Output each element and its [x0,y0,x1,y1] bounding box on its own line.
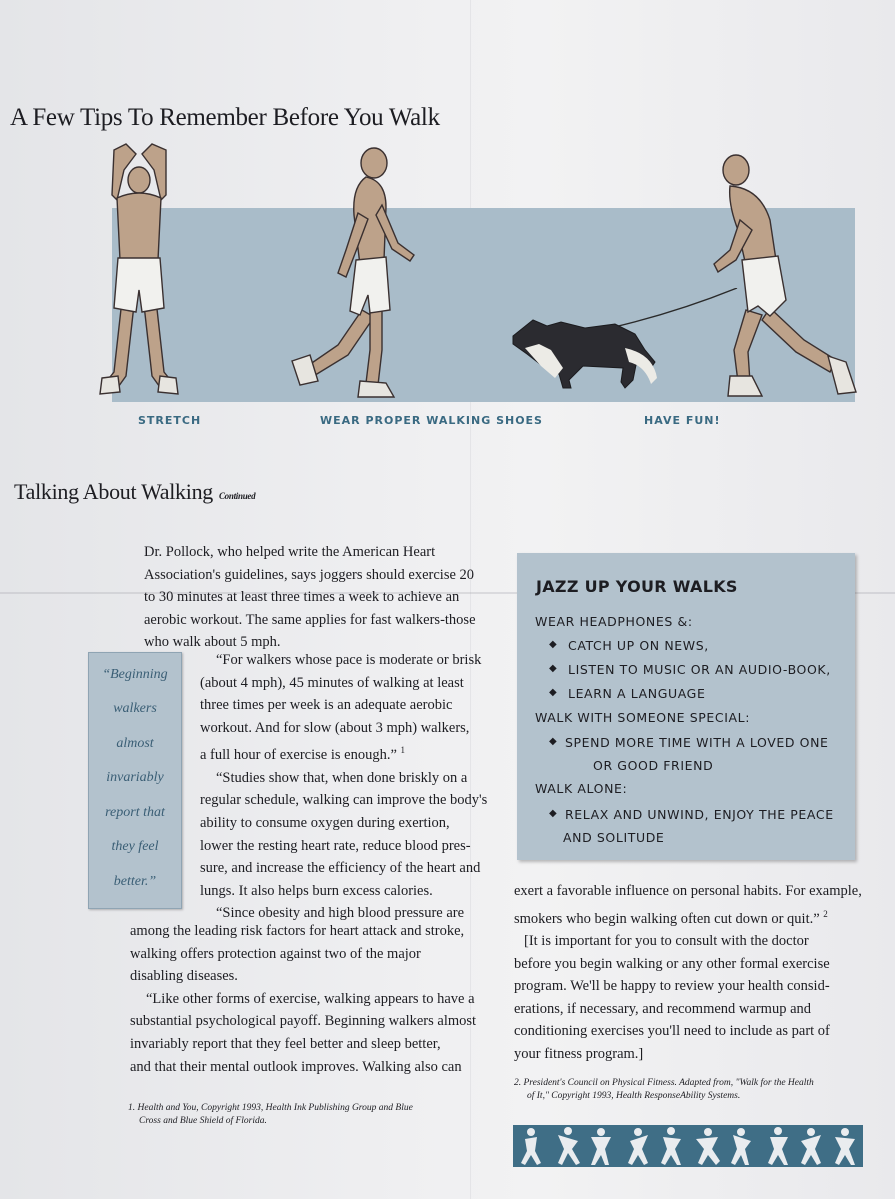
text-line: exert a favorable influence on personal habits. For example, [514,883,862,899]
walkers-pace-paragraph [200,649,490,925]
text-line: erations, if necessary, and recommend warmup and [514,1000,812,1017]
sidebar-heading-someone: WALK WITH SOMEONE SPECIAL: [535,710,751,725]
text-line: “For walkers whose pace is moderate or brisk [216,652,482,668]
right-column-text [514,880,864,1066]
intro-paragraph [144,541,484,654]
walking-man-icon [286,145,431,407]
dancing-figures-logo [513,1125,863,1167]
caption-stretch: STRETCH [138,414,202,427]
sidebar-item: LEARN A LANGUAGE [568,686,706,701]
text-line: to 30 minutes at least three times a week to achieve an [144,589,460,606]
pull-quote-line: walkers [113,701,157,716]
bullet-icon: ◆ [549,639,557,650]
text-line: walking offers protection against two of the major [130,945,421,962]
footnote-line: 2. President's Council on Physical Fitness. Adapted from, "Walk for the Health [514,1078,814,1088]
text-line [514,903,864,930]
text-line: and that their mental outlook improves. Walking also can [130,1058,462,1075]
pull-quote [88,652,182,909]
footnote-1 [128,1102,468,1128]
text-line: lower the resting heart rate, reduce blood pres- [200,837,471,854]
section-title [14,479,255,505]
text-line: “Since obesity and high blood pressure are [216,905,465,922]
sidebar-item: RELAX AND UNWIND, ENJOY THE PEACE [565,807,834,822]
pull-quote-line: report that [105,805,165,820]
text-line: disabling diseases. [130,968,238,985]
text-line: regular schedule, walking can improve the body's [200,792,488,809]
pull-quote-line: “Beginning [102,667,168,682]
footnote-line: of It," Copyright 1993, Health ResponseAbility Systems. [527,1091,741,1101]
text-line: Dr. Pollock, who helped write the American Heart [144,544,436,560]
text-line: “Like other forms of exercise, walking appears to have a [146,990,475,1007]
bullet-icon: ◆ [549,687,557,698]
continued-label: Continued [218,491,256,501]
text-line: among the leading risk factors for heart attack and stroke, [130,923,465,939]
text-line [200,739,490,766]
text-line: lungs. It also helps burn excess calories. [200,882,433,899]
bullet-icon: ◆ [549,663,557,674]
text-line: invariably report that they feel better and sleep better, [130,1035,441,1052]
text-line: aerobic workout. The same applies for fast walkers-those [144,611,476,628]
stretching-man-icon [84,140,194,405]
text-line: before you begin walking or any other formal exercise [514,955,830,972]
sidebar-item: SPEND MORE TIME WITH A LOVED ONE [565,735,829,750]
text-line: who walk about 5 mph. [144,634,281,651]
pull-quote-line: almost [116,736,154,751]
sidebar-title: JAZZ UP YOUR WALKS [536,577,738,596]
footnote-2 [514,1077,864,1103]
text-line: substantial psychological payoff. Beginning walkers almost [130,1013,477,1030]
text-line: ability to consume oxygen during exertion, [200,814,450,831]
sidebar-heading-alone: WALK ALONE: [535,781,628,796]
sidebar-heading-headphones: WEAR HEADPHONES &: [535,614,693,629]
bullet-icon: ◆ [549,736,557,747]
footnote-ref-2: 2 [823,908,828,919]
section-title-text: Talking About Walking [14,479,213,504]
pull-quote-line: they feel [111,839,159,854]
text-line: sure, and increase the efficiency of the heart and [200,860,481,877]
pull-quote-line: better.” [113,874,157,889]
text-line: three times per week is an adequate aerobic [200,697,453,714]
bullet-icon: ◆ [549,808,557,819]
footnote-ref-1: 1 [400,745,406,756]
text-line: Association's guidelines, says joggers should exercise 20 [144,566,475,583]
caption-fun: HAVE FUN! [644,414,721,427]
text-line: your fitness program.] [514,1045,644,1062]
sidebar-item-cont: OR GOOD FRIEND [593,758,714,773]
risk-factors-paragraph [130,920,490,1078]
caption-shoes: WEAR PROPER WALKING SHOES [320,414,543,427]
tips-title: A Few Tips To Remember Before You Walk [10,104,440,131]
text-span: smokers who begin walking often cut down or quit.” [514,910,820,927]
sidebar-item: LISTEN TO MUSIC OR AN AUDIO-BOOK, [568,662,831,677]
dancing-figures-icon [513,1125,863,1167]
sidebar-item: CATCH UP ON NEWS, [568,638,709,653]
text-line: program. We'll be happy to review your health consid- [514,978,830,995]
footnote-line: 1. Health and You, Copyright 1993, Health Ink Publishing Group and Blue [128,1103,413,1113]
text-line: “Studies show that, when done briskly on a [216,769,468,786]
text-line: (about 4 mph), 45 minutes of walking at least [200,674,464,691]
jazz-up-sidebar [517,553,855,860]
pull-quote-line: invariably [106,770,164,785]
text-span: a full hour of exercise is enough.” [200,747,397,764]
text-line: [It is important for you to consult with the doctor [524,933,809,950]
footnote-line: Cross and Blue Shield of Florida. [139,1116,267,1126]
sidebar-item-cont: AND SOLITUDE [563,830,665,845]
text-line: conditioning exercises you'll need to include as part of [514,1023,830,1040]
text-line: workout. And for slow (about 3 mph) walkers, [200,719,470,736]
man-with-dog-icon [700,150,860,405]
